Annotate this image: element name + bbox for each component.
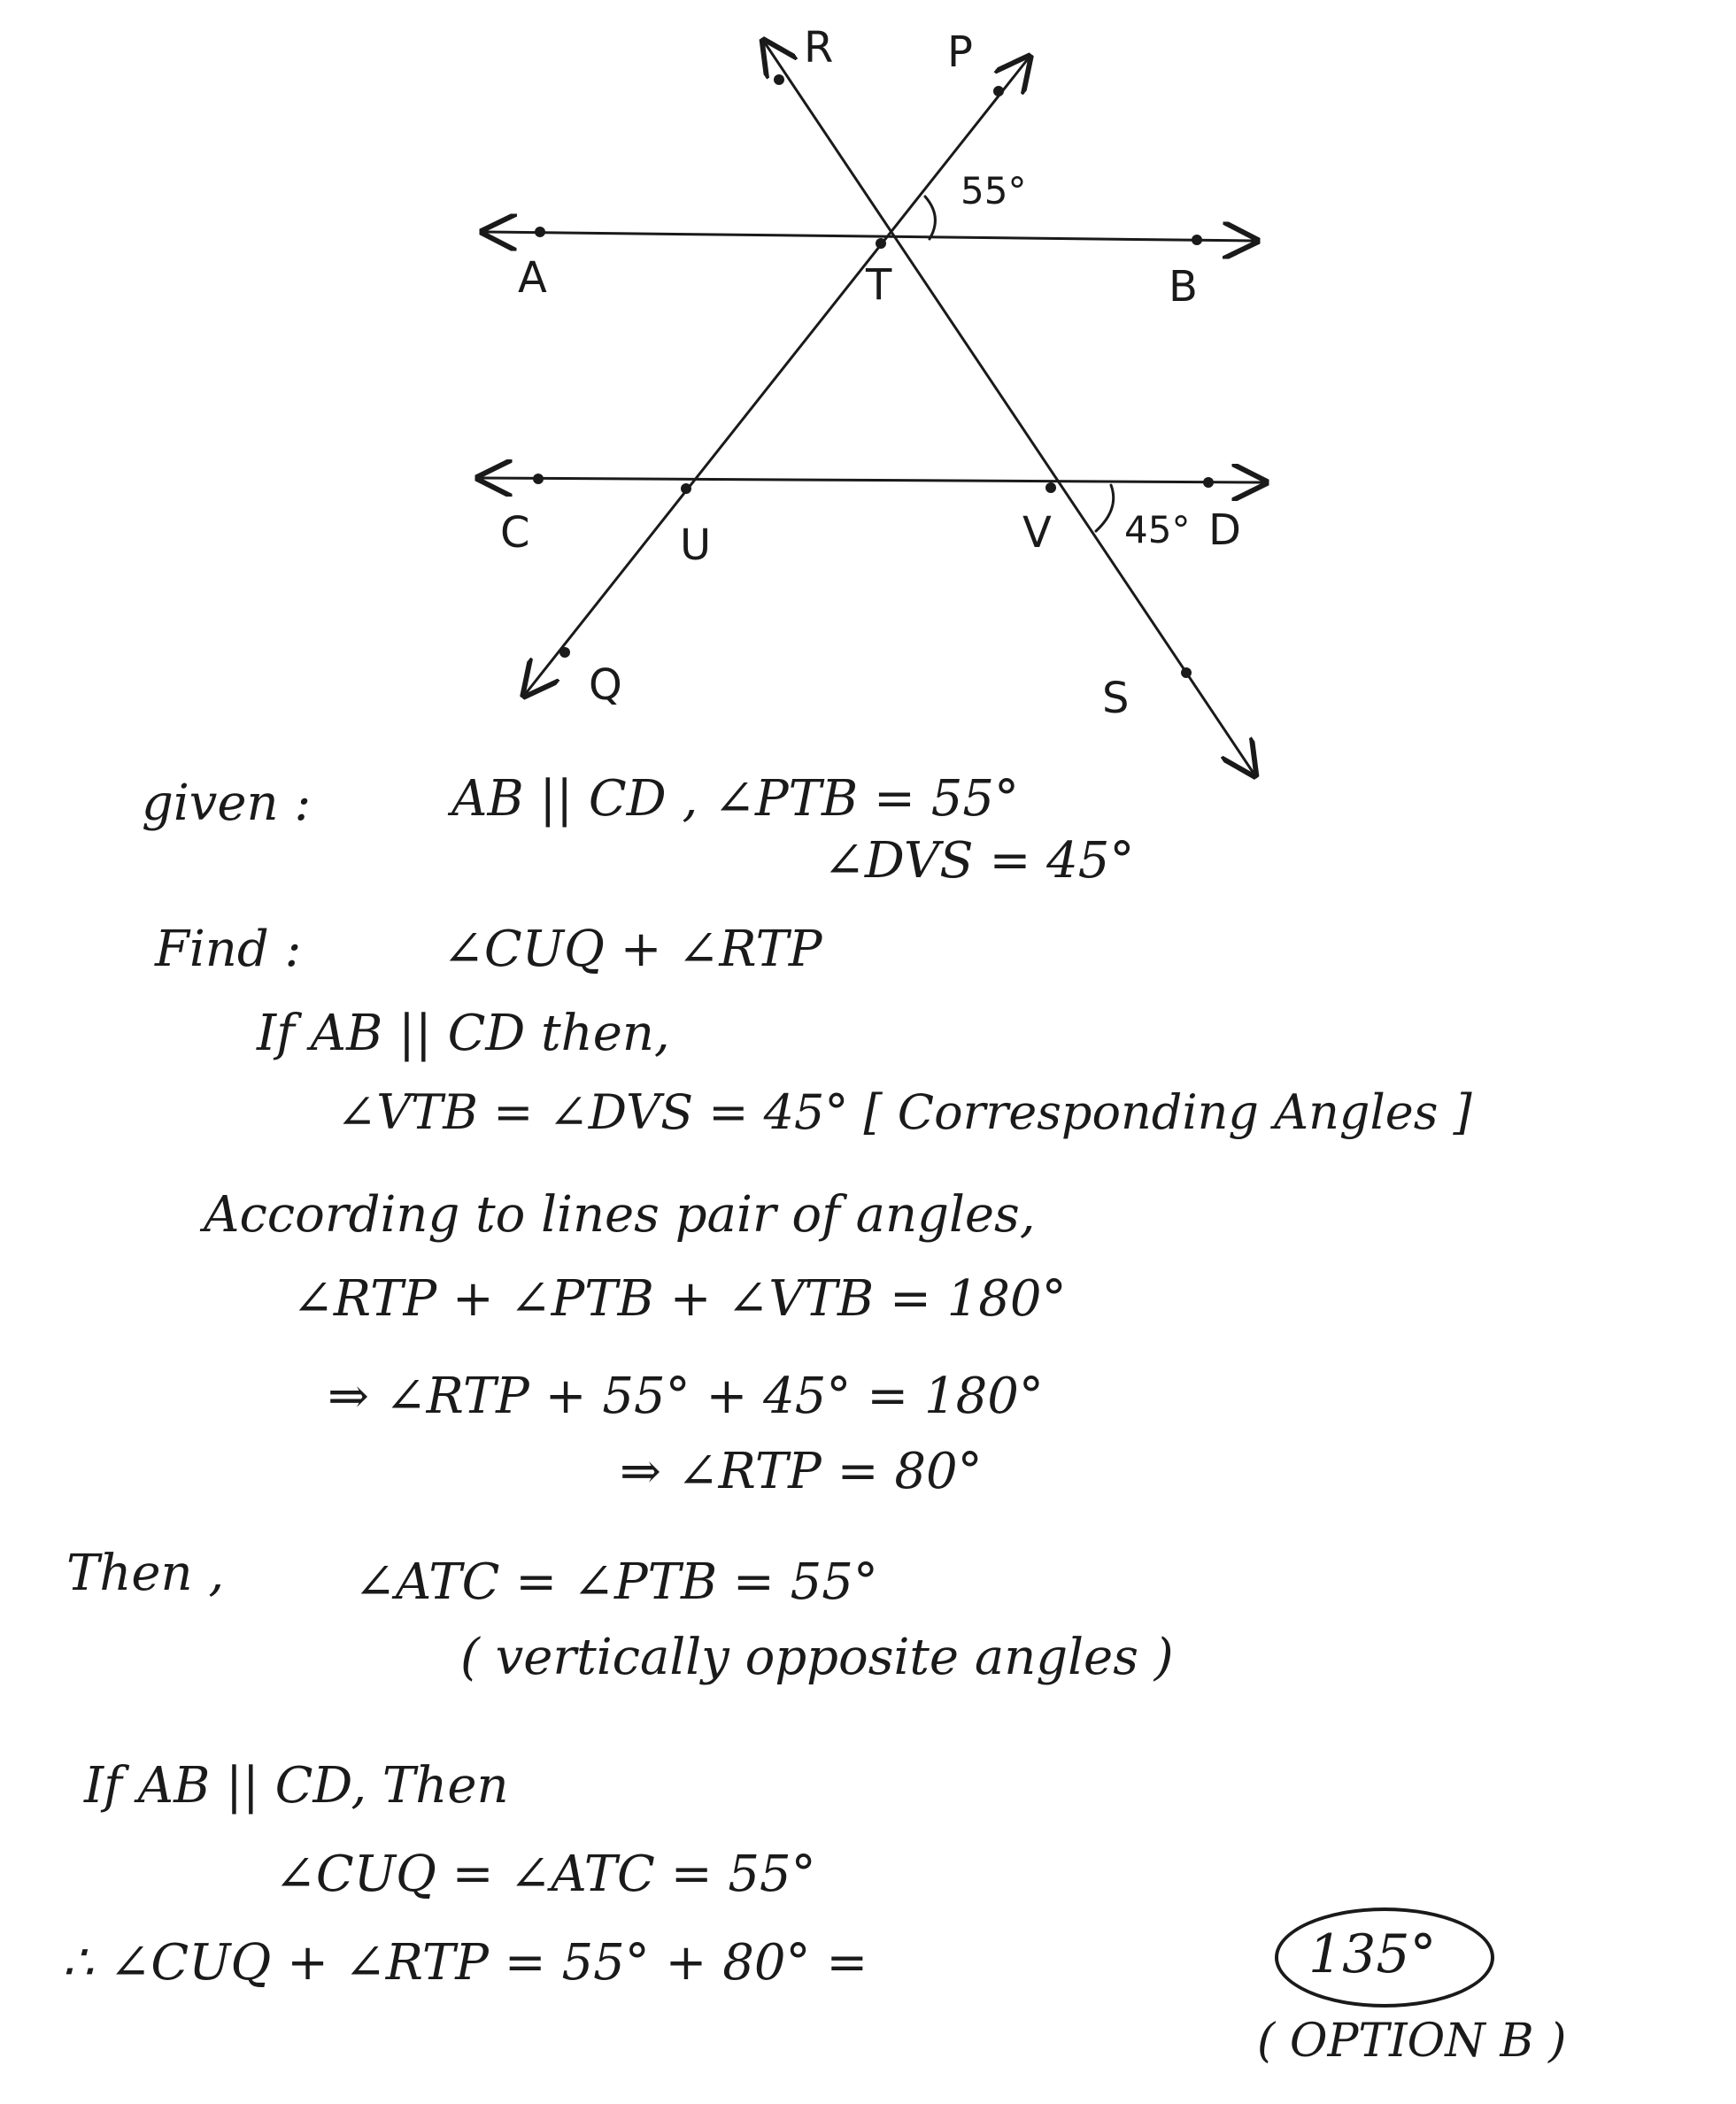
- angle-arc-ptb: [925, 197, 935, 239]
- point-v-dot: [1045, 482, 1056, 493]
- given-line-1: AB || CD , ∠PTB = 55°: [451, 770, 1019, 828]
- final-sum-line: ∴ ∠CUQ + ∠RTP = 55° + 80° =: [62, 1934, 868, 1992]
- angle-label-dvs: 45°: [1124, 508, 1191, 551]
- label-v: V: [1022, 508, 1052, 558]
- line-ab: [487, 232, 1253, 241]
- point-b-dot: [1192, 235, 1202, 245]
- vertically-opposite-note: ( vertically opposite angles ): [460, 1629, 1174, 1686]
- point-a-dot: [535, 227, 545, 237]
- label-t: T: [866, 260, 892, 310]
- angle-sum-line: ∠RTP + ∠PTB + ∠VTB = 180°: [292, 1270, 1067, 1328]
- point-p-dot: [993, 86, 1004, 96]
- label-p: P: [947, 27, 973, 77]
- point-t-dot: [876, 238, 886, 249]
- if-parallel-line-2: If AB || CD, Then: [84, 1757, 509, 1815]
- point-u-dot: [681, 483, 691, 494]
- if-parallel-line: If AB || CD then,: [257, 1005, 670, 1062]
- label-u: U: [680, 520, 712, 570]
- angle-arc-dvs: [1096, 485, 1114, 531]
- label-c: C: [500, 508, 530, 558]
- geometry-diagram: [0, 0, 1736, 797]
- given-label: given :: [142, 775, 312, 832]
- point-r-dot: [774, 74, 784, 85]
- point-s-dot: [1181, 667, 1192, 678]
- label-a: A: [518, 253, 547, 303]
- label-d: D: [1208, 505, 1241, 555]
- label-q: Q: [589, 660, 622, 710]
- point-q-dot: [559, 647, 570, 658]
- option-note: ( OPTION B ): [1257, 2015, 1567, 2068]
- final-answer: 135°: [1308, 1923, 1437, 1985]
- line-rs: [766, 44, 1253, 772]
- line-cd: [482, 478, 1261, 482]
- point-d-dot: [1203, 477, 1214, 488]
- label-b: B: [1169, 262, 1198, 312]
- substitution-line: ⇒ ∠RTP + 55° + 45° = 180°: [328, 1368, 1044, 1425]
- angle-label-ptb: 55°: [961, 169, 1027, 212]
- find-label: Find :: [155, 921, 302, 978]
- linear-pair-line: According to lines pair of angles,: [204, 1186, 1036, 1244]
- point-c-dot: [533, 474, 544, 484]
- cuq-equals-atc-line: ∠CUQ = ∠ATC = 55°: [274, 1846, 816, 1903]
- rtp-result-line: ⇒ ∠RTP = 80°: [620, 1443, 983, 1500]
- corresponding-angles-line: ∠VTB = ∠DVS = 45° [ Corresponding Angles ]: [336, 1084, 1472, 1140]
- atc-equals-ptb-line: ∠ATC = ∠PTB = 55°: [354, 1553, 878, 1611]
- then-label: Then ,: [66, 1545, 225, 1602]
- find-expression: ∠CUQ + ∠RTP: [443, 921, 822, 978]
- given-line-2: ∠DVS = 45°: [823, 832, 1135, 890]
- line-pq: [527, 60, 1027, 692]
- label-s: S: [1102, 674, 1130, 723]
- label-r: R: [804, 23, 834, 73]
